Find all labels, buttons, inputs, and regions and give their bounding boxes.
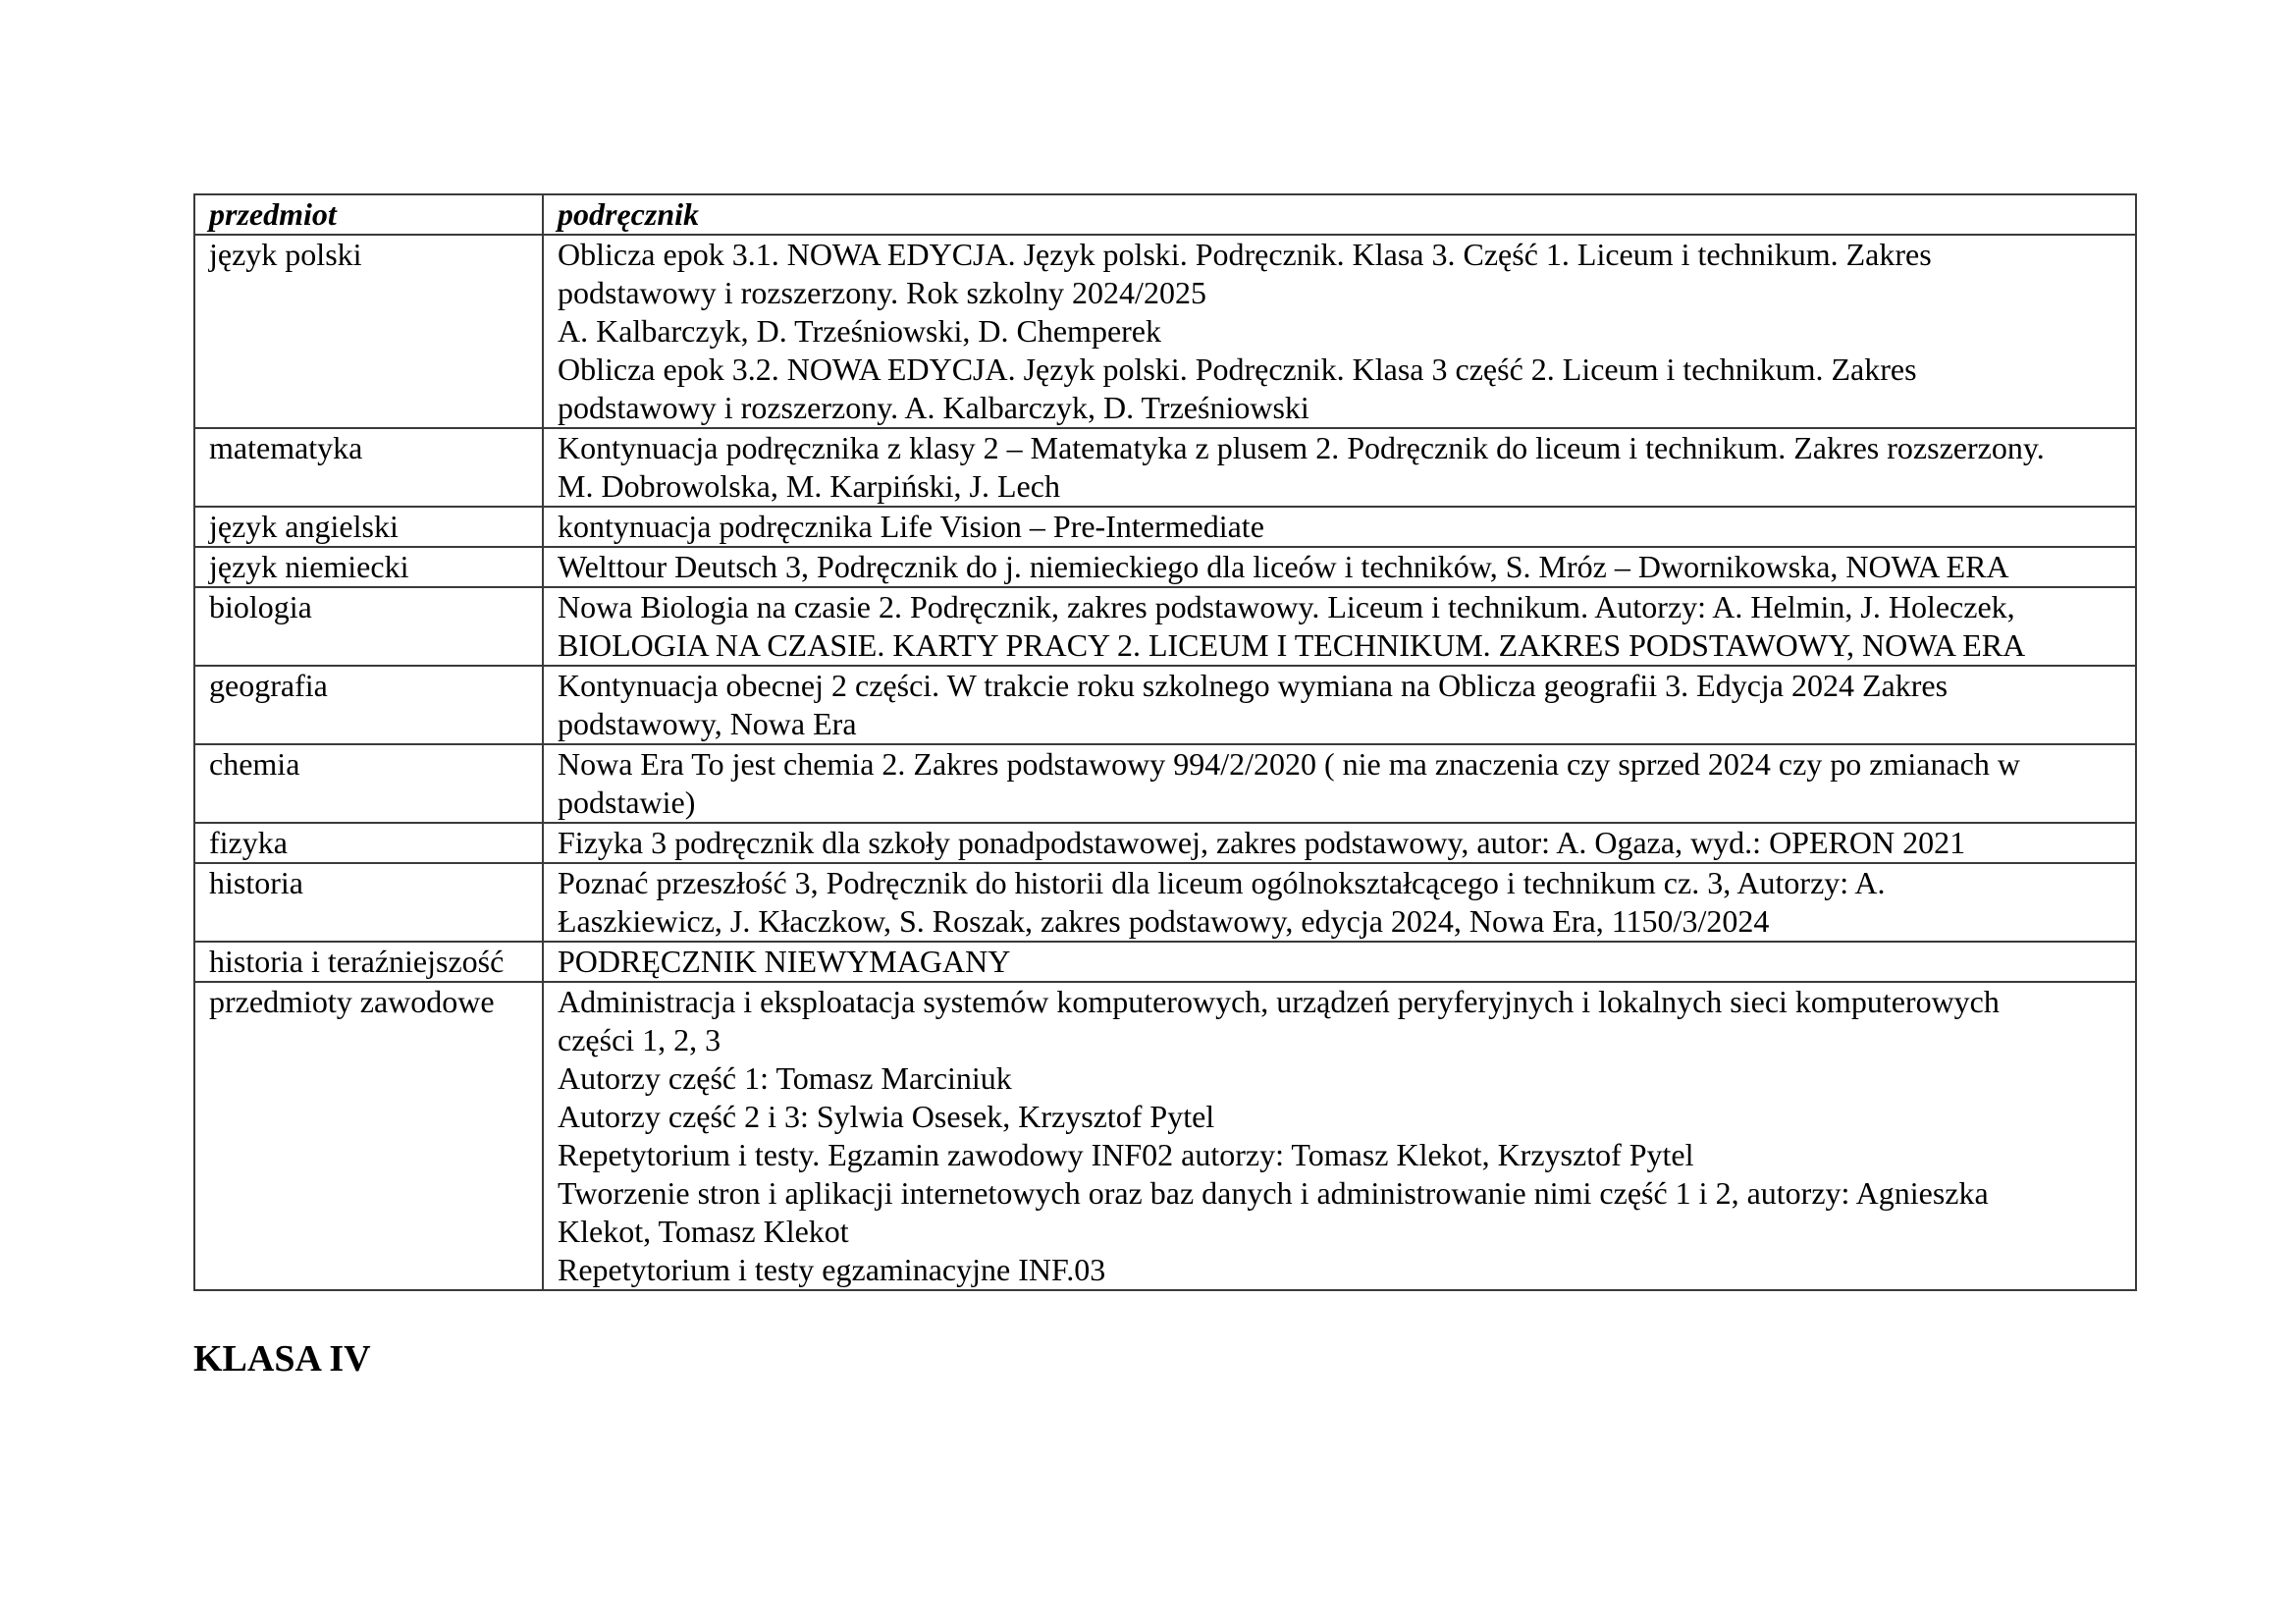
table-row	[194, 507, 2136, 547]
textbook-line: Poznać przeszłość 3, Podręcznik do historii dla liceum ogólnokształcącego i technikum cz. 3, Autorzy: A.	[558, 865, 1886, 900]
table-row	[194, 428, 2136, 507]
textbook-line: M. Dobrowolska, M. Karpiński, J. Lech	[558, 468, 1060, 504]
textbook-cell	[543, 823, 2136, 863]
textbook-line: podstawie)	[558, 785, 696, 820]
table-row	[194, 235, 2136, 428]
textbook-cell	[543, 863, 2136, 942]
header-subject: przedmiot	[194, 194, 543, 235]
textbook-line: Administracja i eksploatacja systemów komputerowych, urządzeń peryferyjnych i lokalnych sieci komputerowych	[558, 984, 2000, 1019]
subject-cell: matematyka	[194, 428, 543, 507]
textbook-line: Autorzy część 1: Tomasz Marciniuk	[558, 1060, 1012, 1096]
textbook-cell	[543, 587, 2136, 666]
subject-cell: biologia	[194, 587, 543, 666]
table-row	[194, 547, 2136, 587]
textbook-cell	[543, 744, 2136, 823]
textbook-line: Tworzenie stron i aplikacji internetowych oraz baz danych i administrowanie nimi część 1 i 2, autorzy: Agnieszka	[558, 1175, 1989, 1211]
textbook-line: PODRĘCZNIK NIEWYMAGANY	[558, 944, 1011, 979]
textbook-line: Nowa Era To jest chemia 2. Zakres podstawowy 994/2/2020 ( nie ma znaczenia czy sprzed 2024 czy po zmianach w	[558, 746, 2020, 782]
subject-cell: geografia	[194, 666, 543, 744]
textbook-table	[193, 193, 2137, 1291]
textbook-line: BIOLOGIA NA CZASIE. KARTY PRACY 2. LICEUM I TECHNIKUM. ZAKRES PODSTAWOWY, NOWA ERA	[558, 627, 2026, 663]
textbook-cell	[543, 942, 2136, 982]
textbook-cell	[543, 982, 2136, 1290]
textbook-line: Oblicza epok 3.1. NOWA EDYCJA. Język polski. Podręcznik. Klasa 3. Część 1. Liceum i technikum. Zakres	[558, 237, 1932, 272]
textbook-line: kontynuacja podręcznika Life Vision – Pre-Intermediate	[558, 509, 1264, 544]
subject-cell: chemia	[194, 744, 543, 823]
subject-cell: język angielski	[194, 507, 543, 547]
textbook-cell	[543, 428, 2136, 507]
table-row	[194, 863, 2136, 942]
textbook-cell	[543, 507, 2136, 547]
textbook-line: Fizyka 3 podręcznik dla szkoły ponadpodstawowej, zakres podstawowy, autor: A. Ogaza, wyd.: OPERON 2021	[558, 825, 1966, 860]
textbook-line: podstawowy i rozszerzony. A. Kalbarczyk, D. Trześniowski	[558, 390, 1309, 425]
subject-cell: historia i teraźniejszość	[194, 942, 543, 982]
textbook-line: Kontynuacja obecnej 2 części. W trakcie roku szkolnego wymiana na Oblicza geografii 3. Edycja 2024 Zakres	[558, 668, 1949, 703]
textbook-line: A. Kalbarczyk, D. Trześniowski, D. Chemperek	[558, 313, 1161, 349]
table-row	[194, 744, 2136, 823]
textbook-line: Nowa Biologia na czasie 2. Podręcznik, zakres podstawowy. Liceum i technikum. Autorzy: A. Helmin, J. Holeczek,	[558, 589, 2015, 624]
textbook-line: podstawowy, Nowa Era	[558, 706, 857, 741]
table-header-row	[194, 194, 2136, 235]
textbook-line: Łaszkiewicz, J. Kłaczkow, S. Roszak, zakres podstawowy, edycja 2024, Nowa Era, 1150/3/2024	[558, 903, 1770, 939]
textbook-line: Kontynuacja podręcznika z klasy 2 – Matematyka z plusem 2. Podręcznik do liceum i technikum. Zakres rozszerzony.	[558, 430, 2045, 465]
textbook-cell	[543, 666, 2136, 744]
textbook-line: Autorzy część 2 i 3: Sylwia Osesek, Krzysztof Pytel	[558, 1099, 1215, 1134]
textbook-line: części 1, 2, 3	[558, 1022, 721, 1057]
table-row	[194, 587, 2136, 666]
textbook-line: Klekot, Tomasz Klekot	[558, 1214, 849, 1249]
subject-cell: język polski	[194, 235, 543, 428]
subject-cell: język niemiecki	[194, 547, 543, 587]
table-row	[194, 982, 2136, 1290]
textbook-line: Welttour Deutsch 3, Podręcznik do j. niemieckiego dla liceów i techników, S. Mróz – Dwornikowska, NOWA ERA	[558, 549, 2009, 584]
table-row	[194, 823, 2136, 863]
header-textbook: podręcznik	[543, 194, 2136, 235]
table-row	[194, 942, 2136, 982]
textbook-line: Oblicza epok 3.2. NOWA EDYCJA. Język polski. Podręcznik. Klasa 3 część 2. Liceum i technikum. Zakres	[558, 352, 1917, 387]
section-heading: KLASA IV	[193, 1338, 371, 1380]
textbook-line: podstawowy i rozszerzony. Rok szkolny 2024/2025	[558, 275, 1206, 310]
subject-cell: przedmioty zawodowe	[194, 982, 543, 1290]
table-row	[194, 666, 2136, 744]
subject-cell: fizyka	[194, 823, 543, 863]
textbook-cell	[543, 235, 2136, 428]
textbook-line: Repetytorium i testy egzaminacyjne INF.03	[558, 1252, 1106, 1287]
subject-cell: historia	[194, 863, 543, 942]
textbook-line: Repetytorium i testy. Egzamin zawodowy INF02 autorzy: Tomasz Klekot, Krzysztof Pytel	[558, 1137, 1694, 1172]
textbook-cell	[543, 547, 2136, 587]
